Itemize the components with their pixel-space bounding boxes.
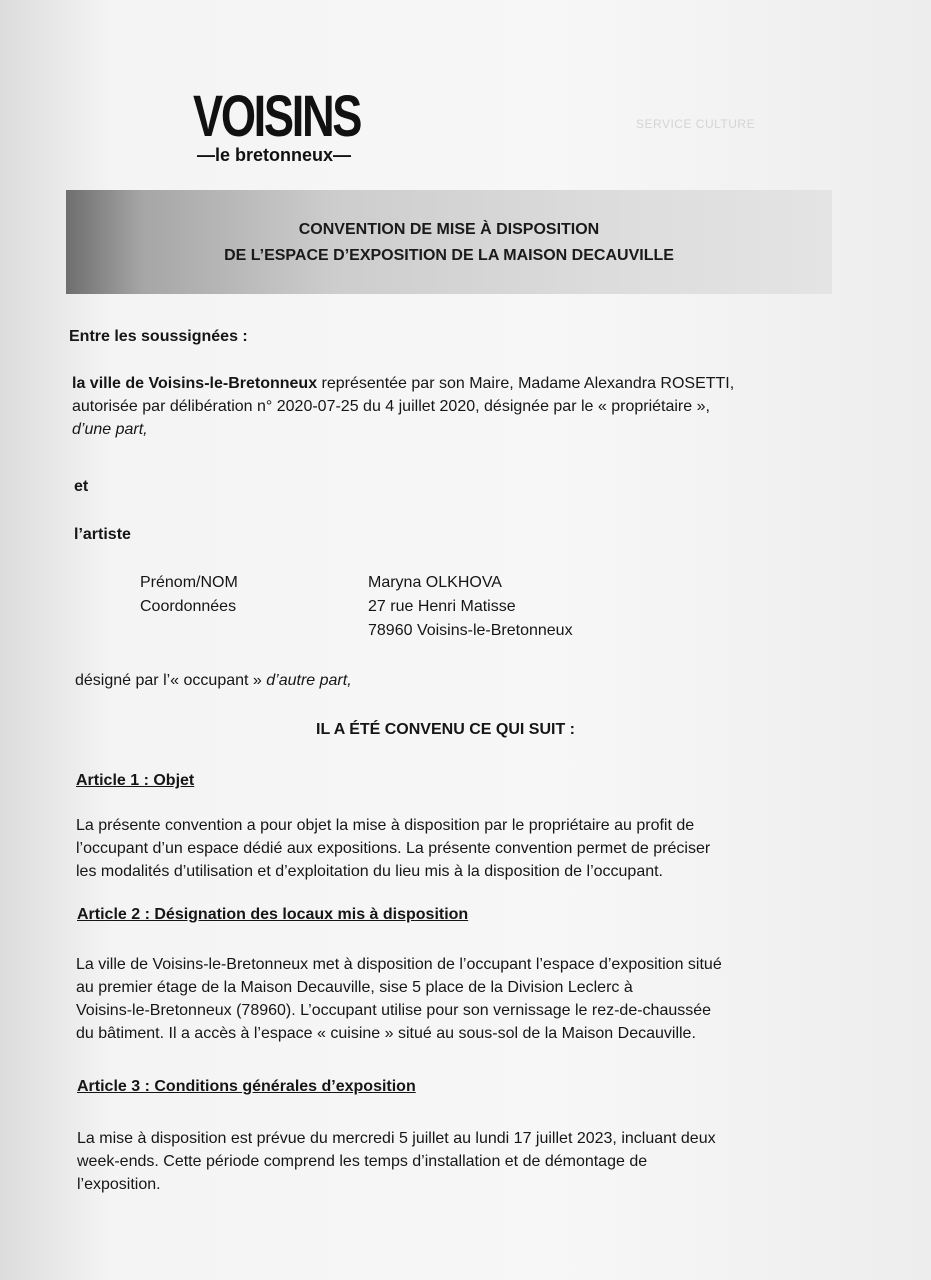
article-3-line-3: l’exposition. <box>77 1176 161 1193</box>
et-label: et <box>74 478 89 495</box>
article-2-line-1: La ville de Voisins-le-Bretonneux met à disposition de l’occupant l’espace d’exposition situé <box>76 956 722 973</box>
article-1-line-1: La présente convention a pour objet la mise à disposition par le propriétaire au profit de <box>76 817 695 834</box>
owner-line-1 <box>72 373 734 395</box>
title-line-1: CONVENTION DE MISE À DISPOSITION <box>298 221 600 238</box>
logo-voisins: VOISINS <box>193 84 361 149</box>
article-3-line-1: La mise à disposition est prévue du mercredi 5 juillet au lundi 17 juillet 2023, incluant deux <box>77 1130 716 1147</box>
article-3-line-2: week-ends. Cette période comprend les temps d’installation et de démontage de <box>77 1153 648 1170</box>
article-2-line-3: Voisins-le-Bretonneux (78960). L’occupant utilise pour son vernissage le rez-de-chaussée <box>76 1002 712 1019</box>
artist-label: l’artiste <box>74 526 131 543</box>
article-2-heading: Article 2 : Désignation des locaux mis à disposition <box>77 906 469 923</box>
occupant-line <box>75 670 352 692</box>
occupant-suffix: d’autre part, <box>266 672 352 689</box>
article-1-heading: Article 1 : Objet <box>76 772 195 789</box>
article-2-body <box>76 953 824 1045</box>
coord-label: Coordonnées <box>140 598 237 615</box>
agreed-heading: IL A ÉTÉ CONVENU CE QUI SUIT : <box>316 721 575 738</box>
occupant-prefix: désigné par l’« occupant » <box>75 672 267 689</box>
address-line-2: 78960 Voisins-le-Bretonneux <box>368 622 573 639</box>
title-line-2: DE L’ESPACE D’EXPOSITION DE LA MAISON DECAUVILLE <box>224 247 674 264</box>
article-1-body <box>76 814 821 883</box>
name-value: Maryna OLKHOVA <box>368 574 502 591</box>
parties-intro: Entre les soussignées : <box>69 328 248 345</box>
article-2-line-4: du bâtiment. Il a accès à l’espace « cuisine » situé au sous-sol de la Maison Decauville. <box>76 1025 696 1042</box>
owner-rest: représentée par son Maire, Madame Alexandra ROSETTI, <box>317 375 735 392</box>
owner-name: la ville de Voisins-le-Bretonneux <box>72 375 318 392</box>
article-3-heading: Article 3 : Conditions générales d’exposition <box>77 1078 416 1095</box>
owner-line-2: autorisée par délibération n° 2020-07-25 du 4 juillet 2020, désignée par le « propriétaire », <box>72 398 710 415</box>
article-1-line-2: l’occupant d’un espace dédié aux expositions. La présente convention permet de préciser <box>76 840 711 857</box>
article-2-line-2: au premier étage de la Maison Decauville, sise 5 place de la Division Leclerc à <box>76 979 633 996</box>
title-banner <box>66 190 832 294</box>
logo-subtitle: —le bretonneux— <box>197 145 352 165</box>
service-header: SERVICE CULTURE <box>636 117 756 131</box>
name-label: Prénom/NOM <box>140 574 238 591</box>
address-line-1: 27 rue Henri Matisse <box>368 598 516 615</box>
article-1-line-3: les modalités d’utilisation et d’exploitation du lieu mis à la disposition de l’occupant. <box>76 863 663 880</box>
owner-line-3: d’une part, <box>72 421 148 438</box>
article-3-body <box>77 1127 826 1196</box>
